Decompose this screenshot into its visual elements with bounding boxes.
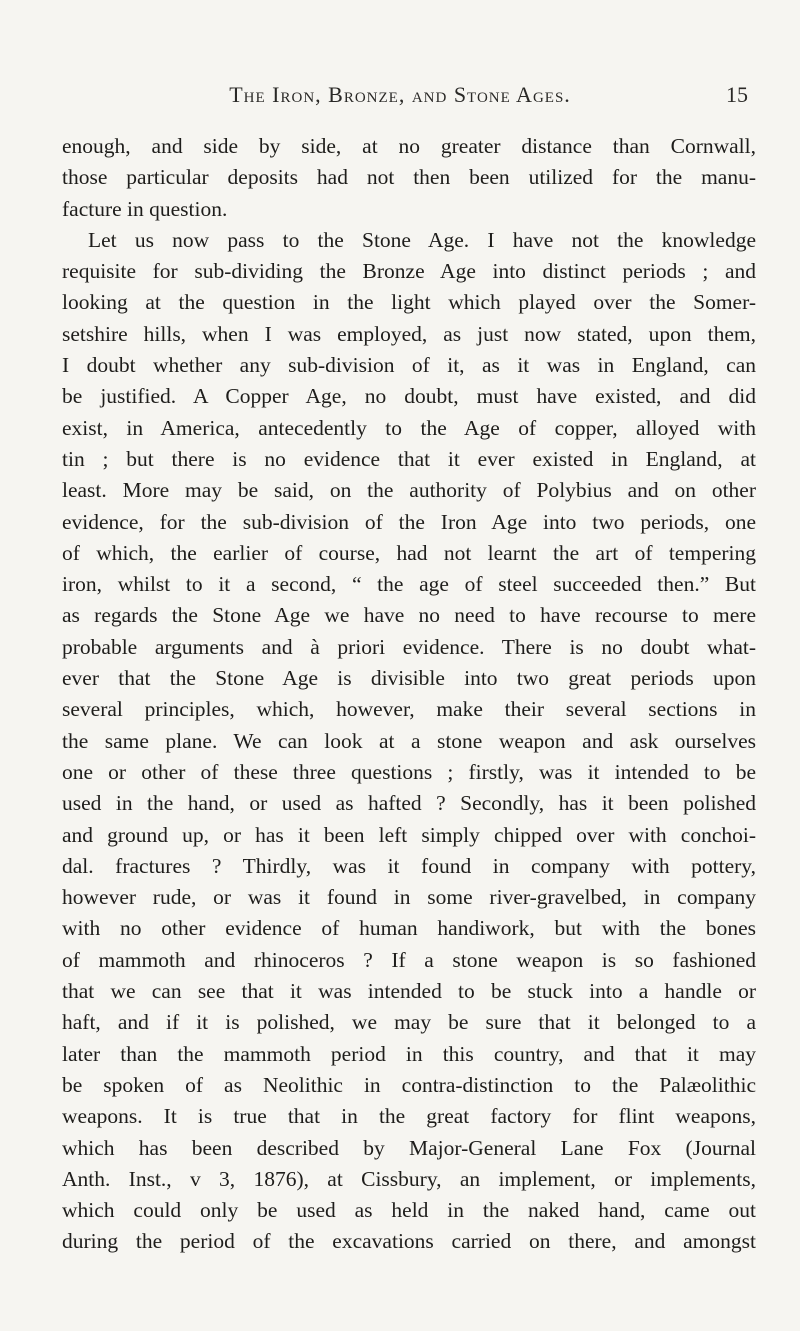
text-line: dal. fractures ? Thirdly, was it found in company with pottery, bbox=[62, 853, 756, 878]
text-line: of mammoth and rhinoceros ? If a stone weapon is so fashioned bbox=[62, 947, 756, 972]
text-line: however rude, or was it found in some river-gravelbed, in company bbox=[62, 885, 756, 910]
text-line: looking at the question in the light which played over the Somer- bbox=[62, 290, 756, 315]
text-line: I doubt whether any sub-division of it, as it was in England, can bbox=[62, 353, 756, 378]
text-line: one or other of these three questions ; firstly, was it intended to be bbox=[62, 759, 756, 784]
text-line: probable arguments and à priori evidence. There is no doubt what- bbox=[62, 634, 756, 659]
text-line: that we can see that it was intended to be stuck into a handle or bbox=[62, 979, 756, 1004]
page-number: 15 bbox=[726, 82, 748, 107]
text-line: enough, and side by side, at no greater distance than Cornwall, bbox=[62, 134, 756, 158]
text-line: weapons. It is true that in the great factory for flint weapons, bbox=[62, 1104, 756, 1129]
text-line: used in the hand, or used as hafted ? Secondly, has it been polished bbox=[62, 791, 756, 816]
text-line: several principles, which, however, make their several sections in bbox=[62, 697, 756, 722]
text-line: ever that the Stone Age is divisible into two great periods upon bbox=[62, 666, 756, 691]
text-line: which has been described by Major-General Lane Fox (Journal bbox=[62, 1135, 756, 1160]
text-line: and ground up, or has it been left simply chipped over with conchoi- bbox=[62, 822, 756, 847]
text-line: Let us now pass to the Stone Age. I have not the knowledge bbox=[88, 227, 756, 252]
text-line: those particular deposits had not then been utilized for the manu- bbox=[62, 165, 756, 190]
text-line: haft, and if it is polished, we may be sure that it belonged to a bbox=[62, 1010, 756, 1035]
running-title: The Iron, Bronze, and Stone Ages. bbox=[229, 82, 571, 107]
text-line: of which, the earlier of course, had not learnt the art of tempering bbox=[62, 540, 756, 565]
text-line: exist, in America, antecedently to the Age of copper, alloyed with bbox=[62, 415, 756, 440]
text-line: be justified. A Copper Age, no doubt, must have existed, and did bbox=[62, 384, 756, 409]
body-text bbox=[62, 131, 756, 1258]
text-line: evidence, for the sub-division of the Iron Age into two periods, one bbox=[62, 509, 756, 534]
text-line: requisite for sub-dividing the Bronze Age into distinct periods ; and bbox=[62, 259, 756, 284]
text-line: tin ; but there is no evidence that it ever existed in England, at bbox=[62, 446, 756, 471]
running-head bbox=[0, 82, 800, 112]
text-line: the same plane. We can look at a stone weapon and ask ourselves bbox=[62, 728, 756, 753]
text-line: Anth. Inst., v 3, 1876), at Cissbury, an implement, or implements, bbox=[62, 1166, 756, 1191]
text-line: later than the mammoth period in this country, and that it may bbox=[62, 1041, 756, 1066]
text-line: which could only be used as held in the naked hand, came out bbox=[62, 1198, 756, 1223]
text-line: iron, whilst to it a second, “ the age of steel succeeded then.” But bbox=[62, 572, 756, 597]
text-line: setshire hills, when I was employed, as just now stated, upon them, bbox=[62, 321, 756, 346]
text-line: be spoken of as Neolithic in contra-distinction to the Palæolithic bbox=[62, 1072, 756, 1097]
text-line: as regards the Stone Age we have no need to have recourse to mere bbox=[62, 603, 756, 628]
text-line: least. More may be said, on the authority of Polybius and on other bbox=[62, 478, 756, 503]
text-line: during the period of the excavations carried on there, and amongst bbox=[62, 1229, 756, 1254]
text-line: with no other evidence of human handiwork, but with the bones bbox=[62, 916, 756, 941]
text-line: facture in question. bbox=[62, 196, 228, 221]
